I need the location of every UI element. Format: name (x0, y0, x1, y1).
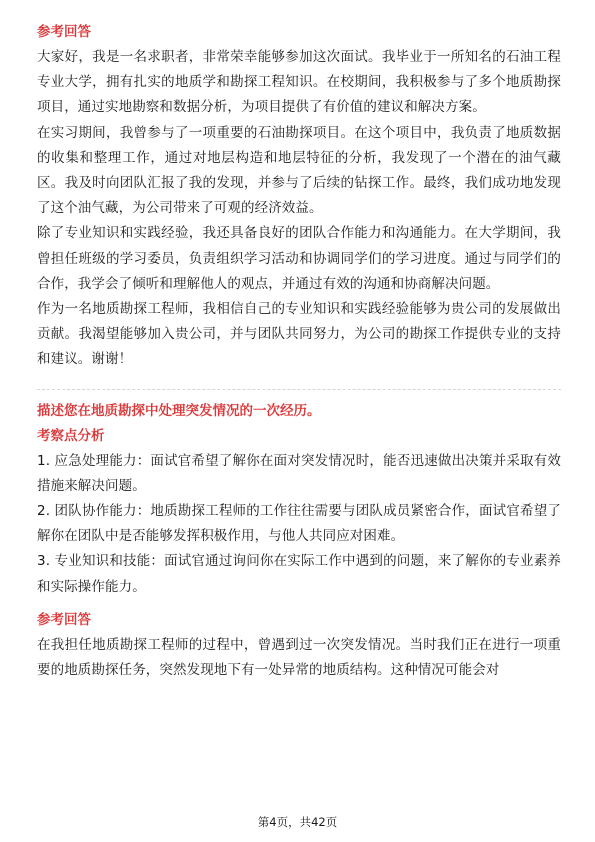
answer-paragraph: 在我担任地质勘探工程师的过程中，曾遇到过一次突发情况。当时我们正在进行一项重要的地质勘探任务，突然发现地下有一处异常的地质结构。这种情况可能会对 (37, 636, 561, 679)
answer-paragraph: 大家好，我是一名求职者，非常荣幸能够参加这次面试。我毕业于一所知名的石油工程专业大学，拥有扎实的地质学和勘探工程知识。在校期间，我积极参与了多个地质勘探项目，通过实地勘察和数据分析，为项目提供了有价值的建议和解决方案。 (37, 49, 561, 116)
page-content (37, 22, 561, 683)
section-divider (37, 389, 561, 390)
analysis-point: 2. 团队协作能力：地质勘探工程师的工作往往需要与团队成员紧密合作，面试官希望了解你在团队中是否能够发挥积极作用，与他人共同应对困难。 (37, 503, 561, 545)
answer-paragraph: 作为一名地质勘探工程师，我相信自己的专业知识和实践经验能够为贵公司的发展做出贡献。我渴望能够加入贵公司，并与团队共同努力，为公司的勘探工作提供专业的支持和建议。谢谢！ (37, 301, 561, 368)
analysis-point: 1. 应急处理能力：面试官希望了解你在面对突发情况时，能否迅速做出决策并采取有效措施来解决问题。 (37, 452, 561, 494)
question-title: 描述您在地质勘探中处理突发情况的一次经历。 (37, 402, 321, 419)
reference-answer-heading: 参考回答 (37, 611, 91, 628)
answer-paragraph: 在实习期间，我曾参与了一项重要的石油勘探项目。在这个项目中，我负责了地质数据的收集和整理工作，通过对地层构造和地层特征的分析，我发现了一个潜在的油气藏区。我及时向团队汇报了我的发现，并参与了后续的钻探工作。最终，我们成功地发现了这个油气藏，为公司带来了可观的经济效益。 (37, 124, 561, 217)
page-number: 第4页，共42页 (257, 815, 338, 829)
reference-answer-heading: 参考回答 (37, 24, 91, 40)
analysis-point: 3. 专业知识和技能：面试官通过询问你在实际工作中遇到的问题，来了解你的专业素养和实际操作能力。 (37, 553, 561, 595)
answer-paragraph: 除了专业知识和实践经验，我还具备良好的团队合作能力和沟通能力。在大学期间，我曾担任班级的学习委员，负责组织学习活动和协调同学们的学习进度。通过与同学们的合作，我学会了倾听和理解他人的观点，并通过有效的沟通和协商解决问题。 (37, 225, 561, 292)
analysis-heading: 考察点分析 (37, 427, 105, 444)
